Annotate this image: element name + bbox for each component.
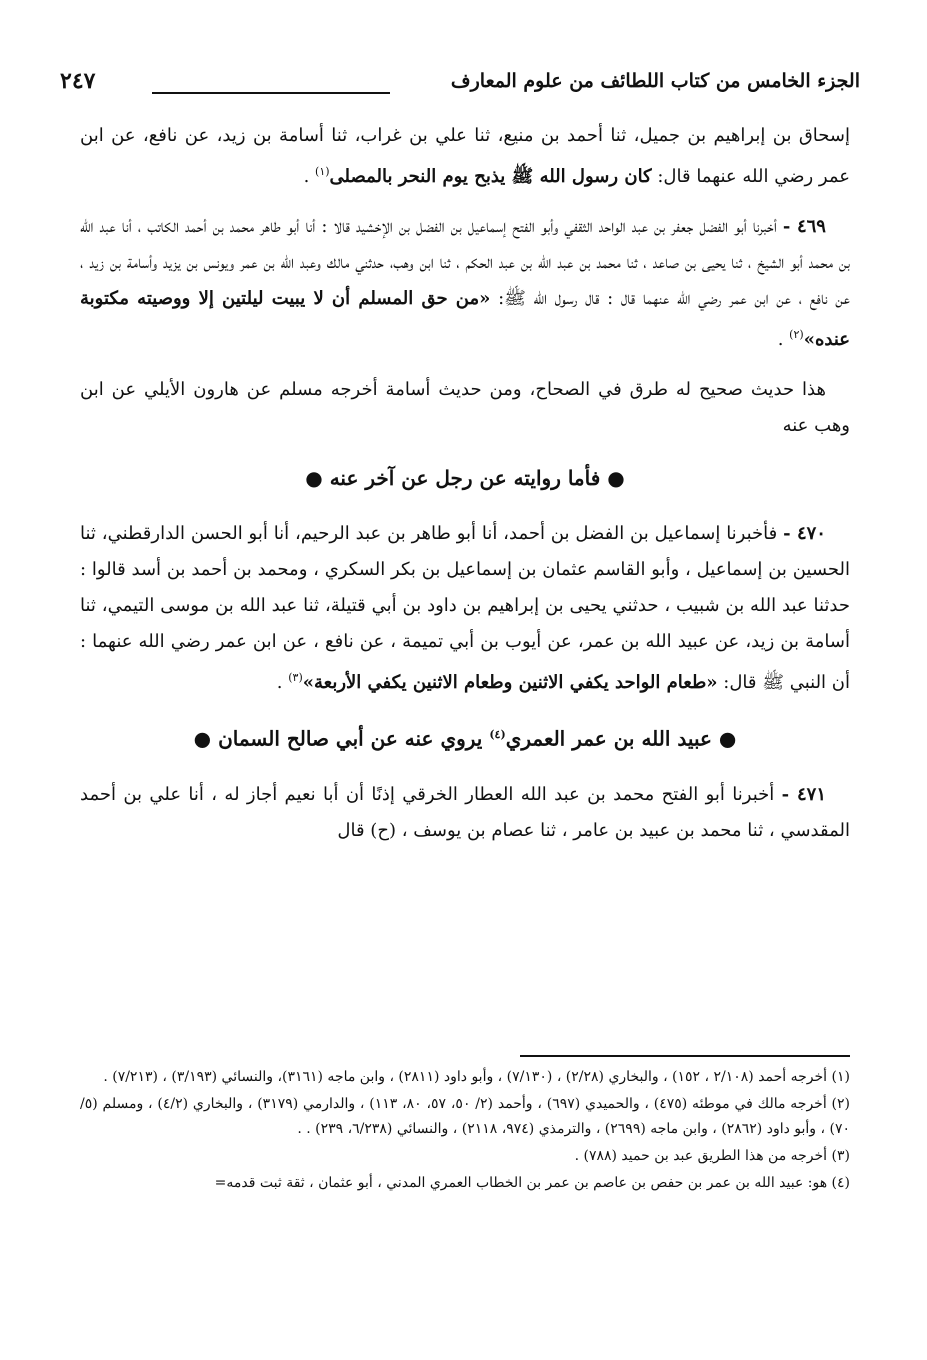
main-text: [80, 118, 850, 863]
footnote-ref[interactable]: (٢): [789, 328, 804, 341]
footnote-ref[interactable]: (٤): [489, 728, 506, 741]
hadith-470: ٤٧٠ - فأخبرنا إسماعيل بن الفضل بن أحمد، أنا أبو طاهر بن عبد الرحيم، أنا أبو الحسن الدارقطني، ثنا الحسين بن إسماعيل ، وأبو القاسم عثمان بن إسماعيل بن بكر السكري ، ومحمد بن أحمد بن أسد قالوا : حدثنا عبد الله بن شبيب ، حدثني يحيى بن إبراهيم بن داود بن أبي قتيلة، ثنا عبد الله بن موسى التيمي، ثنا أسامة بن زيد، عن عبيد الله بن عمر، عن أيوب بن أبي تميمة ، عن نافع ، عن ابن عمر رضي الله عنهما : أن النبي ﷺ قال: «طعام الواحد يكفي الاثنين وطعام الاثنين يكفي الأربعة»$^{(٣)}$ .: [80, 523, 850, 693]
header-title: الجزء الخامس من كتاب اللطائف من علوم المعارف: [450, 70, 860, 92]
hadith-number: ٤٦٩ -: [782, 216, 826, 237]
hadith-text: كان رسول الله ﷺ يذبح يوم النحر بالمصلى: [329, 166, 652, 187]
paragraph-text: أخبرنا أبو الفضل جعفر بن عبد الواحد الثقفي وأبو الفتح إسماعيل بن الفضل بن الإخشيد قالا : أنا أبو طاهر محمد بن أحمد الكاتب ، أنا عبد الله بن محمد أبو الشيخ ، ثنا يحيى بن صاعد ، ثنا محمد بن عبد الله بن عبد الحكم ، ثنا ابن وهب، حدثني مالك وعبد الله بن عمر ويونس بن يزيد وأسامة بن زيد ، عن نافع ، عن ابن عمر رضي الله عنهما قال : قال رسول الله ﷺ:: [80, 216, 850, 309]
page-number: ٢٤٧: [60, 68, 96, 94]
footnote-ref[interactable]: (١): [315, 165, 330, 178]
heading-text-rest: يروي عنه عن أبي صالح السمان ●: [193, 726, 483, 751]
hadith-number: ٤٧١ -: [781, 783, 826, 805]
footnote-separator: [520, 1055, 850, 1057]
commentary-paragraph: هذا حديث صحيح له طرق في الصحاح، ومن حديث أسامة أخرجه مسلم عن هارون الأيلي عن ابن وهب عنه: [80, 379, 850, 436]
hadith-text: «من حق المسلم أن لا يبيت ليلتين إلا ووصيته مكتوبة عنده»: [80, 288, 850, 350]
hadith-text: «طعام الواحد يكفي الاثنين وطعام الاثنين يكفي الأربعة»: [302, 672, 718, 693]
section-heading-2: [80, 715, 850, 759]
paragraph-text: أخبرنا أبو الفتح محمد بن عبد الله العطار الخرقي إذنًا أن أبا نعيم أجاز له ، أنا علي بن أحمد المقدسي ، ثنا محمد بن عبيد بن عامر ، ثنا عصام بن يوسف ، (ح) قال: [80, 783, 850, 841]
paragraph-text: فأخبرنا إسماعيل بن الفضل بن أحمد، أنا أبو طاهر بن عبد الرحيم، أنا أبو الحسن الدارقطني، ثنا الحسين بن إسماعيل ، وأبو القاسم عثمان بن إسماعيل بن بكر السكري ، ومحمد بن أحمد بن أسد قالوا : حدثنا عبد الله بن شبيب ، حدثني يحيى بن إبراهيم بن داود بن أبي قتيلة، ثنا عبد الله بن موسى التيمي، ثنا أسامة بن زيد، عن عبيد الله بن عمر، عن أيوب بن أبي تميمة ، عن نافع ، عن ابن عمر رضي الله عنهما : أن النبي ﷺ قال:: [80, 523, 850, 693]
running-header: [60, 62, 860, 112]
footnote-2: (٢) أخرجه مالك في موطئه (٤٧٥) ، والحميدي (٦٩٧) ، وأحمد (٢/ ٥٠، ٥٧، ٨٠، ١١٣) ، والدارمي (٣١٧٩) ، والبخاري (٤/٢) ، ومسلم (٥/ ٧٠) ، وأبو داود (٢٨٦٢) ، وابن ماجه (٢٦٩٩) ، والترمذي (٩٧٤، ٢١١٨) ، والنسائي (٦/٢٣٨، ٢٣٩) . .: [80, 1096, 851, 1137]
footnote-1: (١) أخرجه أحمد (٢/١٠٨ ، ١٥٢) ، والبخاري (٢/٢٨) ، (٧/١٣٠) ، وأبو داود (٢٨١١) ، وابن ماجه (٣١٦١)، والنسائي (٣/١٩٣) ، (٧/٢١٣) .: [103, 1069, 850, 1085]
heading-text: ● عبيد الله بن عمر العمري: [505, 726, 737, 751]
hadith-469: ٤٦٩ - أخبرنا أبو الفضل جعفر بن عبد الواحد الثقفي وأبو الفتح إسماعيل بن الفضل بن الإخشيد قالا : أنا أبو طاهر محمد بن أحمد الكاتب ، أنا عبد الله بن محمد أبو الشيخ ، ثنا يحيى بن صاعد ، ثنا محمد بن عبد الله بن عبد الحكم ، ثنا ابن وهب، حدثني مالك وعبد الله بن عمر ويونس بن يزيد وأسامة بن زيد ، عن نافع ، عن ابن عمر رضي الله عنهما قال : قال رسول الله ﷺ: «من حق المسلم أن لا يبيت ليلتين إلا ووصيته مكتوبة عنده»$^{(٢)}$ .: [80, 216, 850, 350]
footnotes: [80, 1065, 850, 1198]
header-rule: [152, 92, 390, 94]
footnote-3: (٣) أخرجه من هذا الطريق عبد بن حميد (٧٨٨) .: [574, 1148, 850, 1164]
hadith-471: [80, 777, 850, 849]
footnote-ref[interactable]: (٣): [288, 671, 303, 684]
footnote-4: (٤) هو: عبيد الله بن عمر بن حفص بن عاصم بن عمر بن الخطاب العمري المدني ، أبو عثمان ، ثقة ثبت قدمه=: [214, 1175, 850, 1191]
section-heading: ● فأما روايته عن رجل عن آخر عنه ●: [305, 466, 625, 490]
paragraph-continued: إسحاق بن إبراهيم بن جميل، ثنا أحمد بن منيع، ثنا علي بن غراب، ثنا أسامة بن زيد، عن نافع، عن ابن عمر رضي الله عنهما قال: كان رسول الله ﷺ يذبح يوم النحر بالمصلى$^{(١)}$ .: [80, 125, 850, 187]
paragraph-text: إسحاق بن إبراهيم بن جميل، ثنا أحمد بن منيع، ثنا علي بن غراب، ثنا أسامة بن زيد، عن نافع، عن ابن عمر رضي الله عنهما قال:: [80, 125, 850, 187]
hadith-number: ٤٧٠ -: [783, 523, 826, 544]
